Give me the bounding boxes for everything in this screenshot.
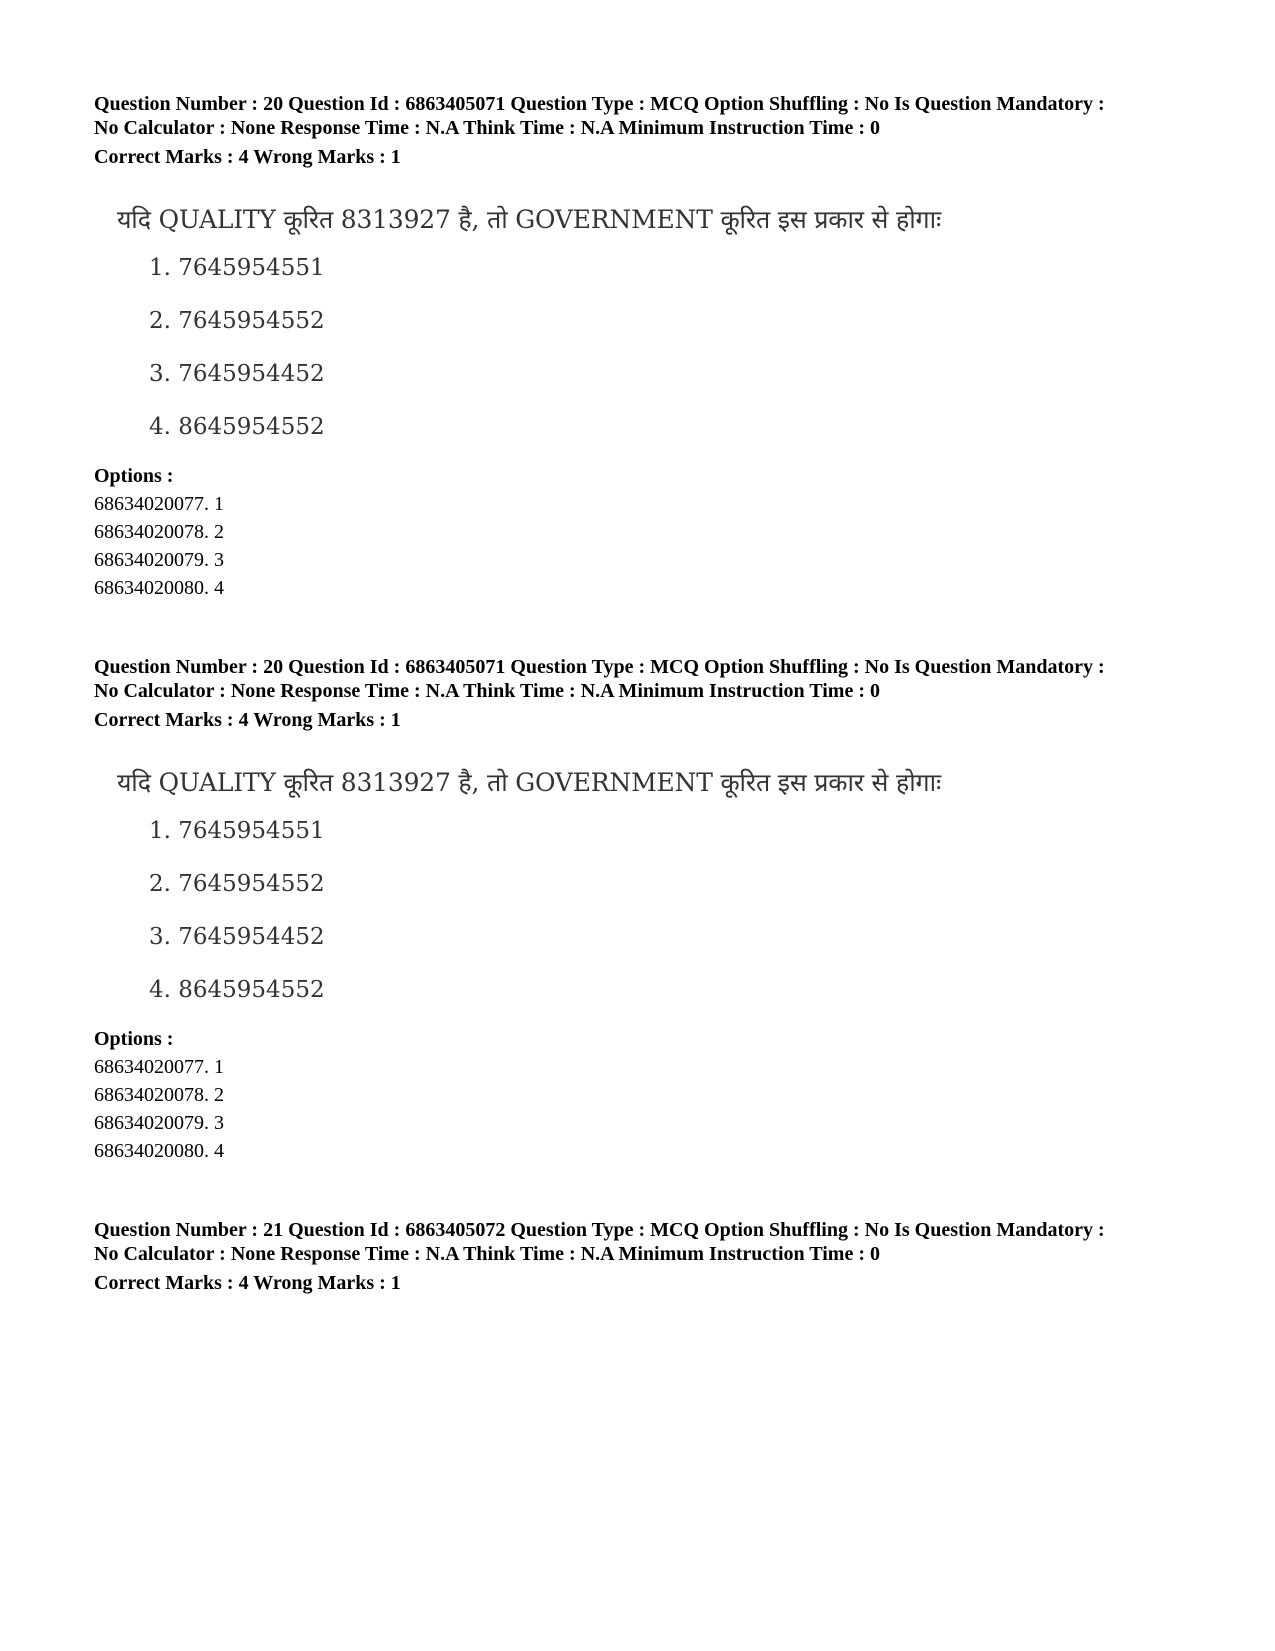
question-marks: Correct Marks : 4 Wrong Marks : 1 (94, 1272, 401, 1294)
question-meta-line-1: Question Number : 20 Question Id : 6863405071 Question Type : MCQ Option Shuffling : No Is Question Mandatory : (94, 93, 1105, 115)
question-meta-line-2: No Calculator : None Response Time : N.A Think Time : N.A Minimum Instruction Time : 0 (94, 1243, 880, 1265)
question-block-3 (94, 1218, 1214, 1318)
question-meta-line-2: No Calculator : None Response Time : N.A Think Time : N.A Minimum Instruction Time : 0 (94, 117, 880, 139)
option-id-1: 68634020077. 1 (94, 493, 224, 515)
question-choice-2: 2. 7645954552 (149, 871, 325, 897)
question-text: यदि QUALITY कूरित 8313927 है, तो GOVERNMENT कूरित इस प्रकार से होगाः (117, 205, 941, 234)
question-text: यदि QUALITY कूरित 8313927 है, तो GOVERNMENT कूरित इस प्रकार से होगाः (117, 768, 941, 797)
question-marks: Correct Marks : 4 Wrong Marks : 1 (94, 146, 401, 168)
question-meta-line-1: Question Number : 20 Question Id : 6863405071 Question Type : MCQ Option Shuffling : No Is Question Mandatory : (94, 656, 1105, 678)
question-choice-1: 1. 7645954551 (149, 255, 325, 281)
question-marks: Correct Marks : 4 Wrong Marks : 1 (94, 709, 401, 731)
option-id-2: 68634020078. 2 (94, 521, 224, 543)
option-id-3: 68634020079. 3 (94, 1112, 224, 1134)
options-label: Options : (94, 465, 174, 487)
option-id-2: 68634020078. 2 (94, 1084, 224, 1106)
question-meta-line-2: No Calculator : None Response Time : N.A Think Time : N.A Minimum Instruction Time : 0 (94, 680, 880, 702)
option-id-1: 68634020077. 1 (94, 1056, 224, 1078)
question-block-1 (94, 92, 1214, 612)
question-choice-4: 4. 8645954552 (149, 977, 325, 1003)
question-choice-2: 2. 7645954552 (149, 308, 325, 334)
option-id-4: 68634020080. 4 (94, 577, 224, 599)
question-block-2 (94, 655, 1214, 1175)
option-id-3: 68634020079. 3 (94, 549, 224, 571)
option-id-4: 68634020080. 4 (94, 1140, 224, 1162)
options-label: Options : (94, 1028, 174, 1050)
question-choice-3: 3. 7645954452 (149, 361, 325, 387)
question-choice-4: 4. 8645954552 (149, 414, 325, 440)
question-choice-1: 1. 7645954551 (149, 818, 325, 844)
question-choice-3: 3. 7645954452 (149, 924, 325, 950)
question-meta-line-1: Question Number : 21 Question Id : 6863405072 Question Type : MCQ Option Shuffling : No Is Question Mandatory : (94, 1219, 1105, 1241)
